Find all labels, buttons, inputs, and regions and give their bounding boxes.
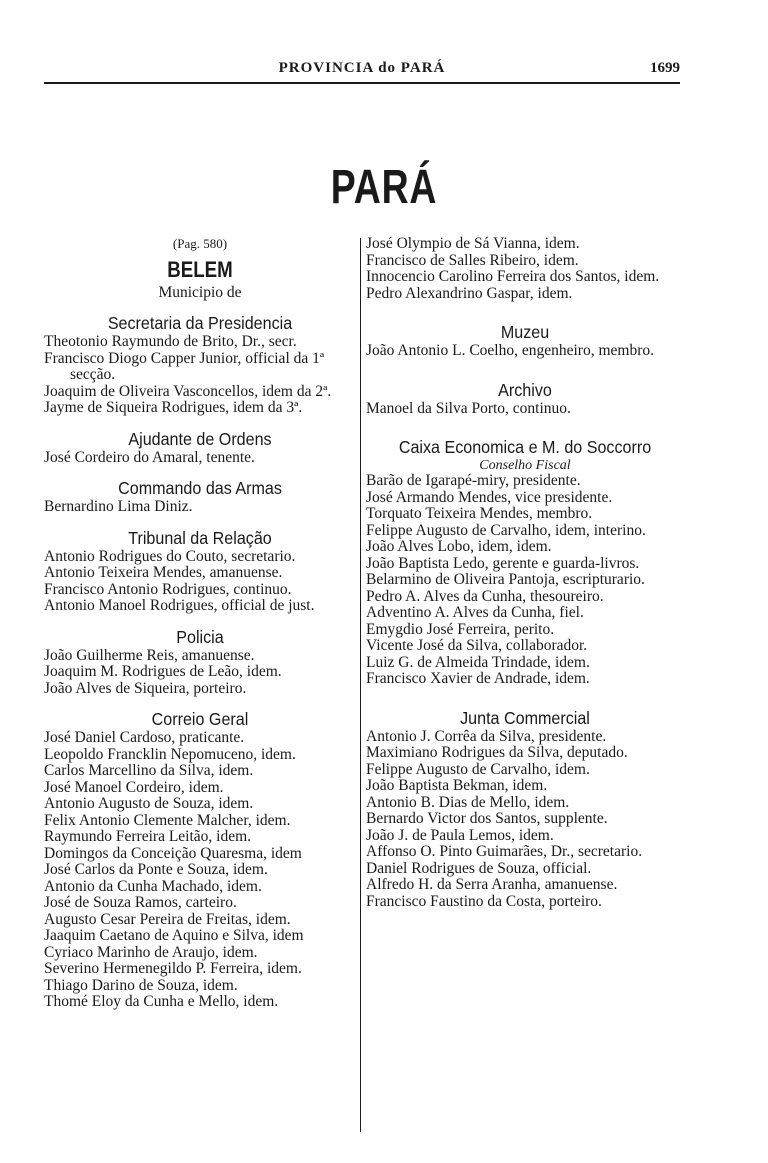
entry-line: Carlos Marcellino da Silva, idem.	[44, 762, 254, 779]
entry-line: Alfredo H. da Serra Aranha, amanuense.	[366, 876, 618, 893]
entry-line: José Manoel Cordeiro, idem.	[44, 778, 224, 796]
entry-line: Vicente José da Silva, collaborador.	[366, 637, 588, 654]
entry-line: José Carlos da Ponte e Souza, idem.	[44, 861, 268, 878]
running-header	[44, 60, 680, 88]
running-title: PROVINCIA do PARÁ	[278, 60, 446, 76]
entry-line: João J. de Paula Lemos, idem.	[366, 826, 554, 844]
entry-line: Antonio Rodrigues do Couto, secretario.	[44, 547, 296, 565]
entry-line: Antonio Teixeira Mendes, amanuense.	[44, 564, 283, 581]
entry-line: Antonio da Cunha Machado, idem.	[44, 877, 262, 895]
entry-line: Emygdio José Ferreira, perito.	[366, 620, 555, 638]
section-entries-muzeu	[366, 343, 684, 360]
page-reference: (Pag. 580)	[172, 236, 228, 251]
section-title-secretaria: Secretaria da Presidencia	[107, 313, 293, 333]
section-entries-secretaria	[44, 334, 356, 417]
entry-line: Manoel da Silva Porto, continuo.	[366, 399, 571, 417]
entry-line: Belarmino de Oliveira Pantoja, escripturario.	[366, 571, 645, 588]
entry-line: Thiago Darino de Souza, idem.	[44, 976, 238, 994]
section-title-muzeu: Muzeu	[500, 322, 550, 342]
section-entries-junta	[366, 729, 684, 911]
city-subtitle: Municipio de	[158, 283, 242, 301]
entry-line: Torquato Teixeira Mendes, membro.	[366, 505, 593, 522]
header-rule	[44, 82, 680, 84]
section-entries-commando	[44, 499, 356, 516]
entry-line: Maximiano Rodrigues da Silva, deputado.	[366, 744, 628, 761]
section-title-caixa: Caixa Economica e M. do Soccorro	[398, 437, 652, 457]
entry-line: Antonio J. Corrêa da Silva, presidente.	[366, 727, 607, 745]
entry-line: Felippe Augusto de Carvalho, idem.	[366, 760, 590, 778]
entry-line: Francisco Xavier de Andrade, idem.	[366, 670, 590, 687]
left-column	[44, 236, 356, 1011]
entry-line: Bernardo Victor dos Santos, supplente.	[366, 810, 608, 827]
entry-line: Francisco Antonio Rodrigues, continuo.	[44, 580, 292, 598]
entry-line: Daniel Rodrigues de Souza, official.	[366, 859, 592, 877]
entry-line: Jaaquim Caetano de Aquino e Silva, idem	[44, 927, 304, 944]
entry-line: José Cordeiro do Amaral, tenente.	[44, 448, 255, 466]
section-title-archivo: Archivo	[498, 379, 552, 400]
page-title: PARÁ	[330, 161, 438, 214]
entry-line: João Guilherme Reis, amanuense.	[44, 646, 255, 664]
city-heading: BELEM	[167, 256, 233, 282]
section-entries-tribunal	[44, 549, 356, 615]
entry-line: Francisco Faustino da Costa, porteiro.	[366, 892, 602, 910]
section-entries-correio	[44, 730, 356, 1011]
entry-line: José Olympio de Sá Vianna, idem.	[366, 235, 580, 252]
entry-line: José Armando Mendes, vice presidente.	[366, 488, 613, 506]
section-entries-ajudante	[44, 450, 356, 467]
entry-line: Innocencio Carolino Ferreira dos Santos, idem.	[366, 268, 660, 285]
entry-line: Felippe Augusto de Carvalho, idem, interino.	[366, 521, 646, 539]
entry-line: Raymundo Ferreira Leitão, idem.	[44, 828, 252, 845]
section-subtitle-caixa: Conselho Fiscal	[479, 458, 571, 473]
entry-line: José Daniel Cardoso, praticante.	[44, 729, 245, 746]
entry-line: Leopoldo Francklin Nepomuceno, idem.	[44, 745, 296, 763]
section-entries-policia	[44, 648, 356, 698]
entry-line: Jayme de Siqueira Rodrigues, idem da 3ª.	[44, 399, 303, 416]
entry-line: João Alves de Siqueira, porteiro.	[44, 679, 247, 697]
section-entries-caixa	[366, 473, 684, 688]
entry-line: Luiz G. de Almeida Trindade, idem.	[366, 653, 590, 671]
section-title-tribunal: Tribunal da Relação	[128, 527, 272, 548]
entry-line: Felix Antonio Clemente Malcher, idem.	[44, 811, 291, 829]
entry-line: Thomé Eloy da Cunha e Mello, idem.	[44, 993, 279, 1010]
section-title-ajudante: Ajudante de Ordens	[128, 428, 272, 449]
entry-line: Antonio B. Dias de Mello, idem.	[366, 793, 570, 811]
entry-line: Adventino A. Alves da Cunha, fiel.	[366, 604, 584, 621]
section-title-commando: Commando das Armas	[118, 478, 282, 498]
entry-line: Francisco Diogo Capper Junior, official da 1ª secção.	[44, 349, 325, 383]
entry-line: Joaquim M. Rodrigues de Leão, idem.	[44, 663, 282, 680]
entry-line: Pedro Alexandrino Gaspar, idem.	[366, 284, 573, 302]
entry-line: Barão de Igarapé-miry, presidente.	[366, 472, 581, 489]
entry-line: Theotonio Raymundo de Brito, Dr., secr.	[44, 333, 297, 350]
entry-line: Severino Hermenegildo P. Ferreira, idem.	[44, 960, 302, 977]
entry-line: Affonso O. Pinto Guimarães, Dr., secretario.	[366, 843, 643, 860]
entry-line: João Baptista Ledo, gerente e guarda-livros.	[366, 554, 640, 572]
section-entries-continued	[366, 236, 684, 302]
entry-line: Joaquim de Oliveira Vasconcellos, idem da 2ª.	[44, 382, 332, 400]
entry-line: Cyriaco Marinho de Araujo, idem.	[44, 943, 258, 961]
entry-line: Antonio Manoel Rodrigues, official de just.	[44, 597, 315, 614]
section-title-correio: Correio Geral	[151, 709, 249, 729]
entry-line: Antonio Augusto de Souza, idem.	[44, 795, 254, 812]
entry-line: João Antonio L. Coelho, engenheiro, membro.	[366, 342, 654, 359]
entry-line: Bernardino Lima Diniz.	[44, 498, 193, 515]
right-column	[366, 236, 684, 910]
entry-line: José de Souza Ramos, carteiro.	[44, 894, 237, 911]
section-entries-archivo	[366, 401, 684, 418]
section-title-junta: Junta Commercial	[460, 707, 590, 728]
entry-line: Augusto Cesar Pereira de Freitas, idem.	[44, 910, 291, 928]
entry-line: João Baptista Bekman, idem.	[366, 777, 548, 794]
column-divider	[360, 238, 361, 1132]
entry-line: Domingos da Conceição Quaresma, idem	[44, 844, 302, 862]
entry-line: João Alves Lobo, idem, idem.	[366, 538, 552, 555]
page-number: 1699	[650, 60, 680, 76]
section-title-policia: Policia	[176, 626, 224, 647]
entry-line: Francisco de Salles Ribeiro, idem.	[366, 251, 579, 269]
entry-line: Pedro A. Alves da Cunha, thesoureiro.	[366, 587, 604, 605]
